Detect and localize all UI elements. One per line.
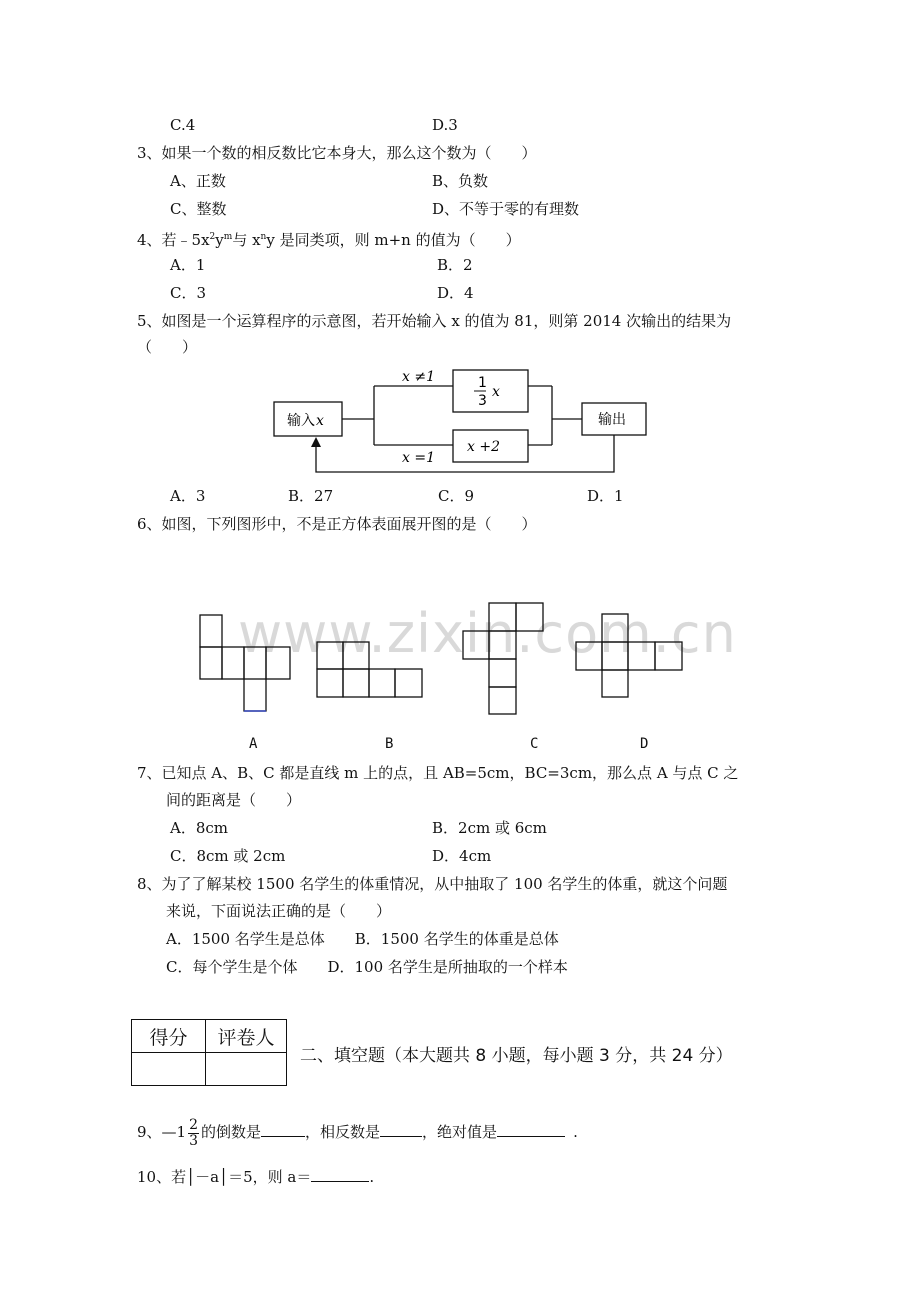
net-cell bbox=[200, 615, 222, 647]
q4-option-a: A．1 bbox=[170, 256, 206, 274]
q3-option-d: D、不等于零的有理数 bbox=[432, 200, 580, 218]
score-header: 得分 bbox=[132, 1020, 206, 1053]
flowchart bbox=[274, 369, 646, 472]
q7-option-b: B．2cm 或 6cm bbox=[432, 819, 547, 837]
net-cell bbox=[576, 642, 602, 670]
net-cell bbox=[343, 642, 369, 669]
op-bottom: x +2 bbox=[467, 439, 500, 455]
q4-stem-part: y bbox=[215, 231, 224, 249]
net-d bbox=[576, 614, 682, 697]
q5-stem-line2: （ ） bbox=[137, 338, 198, 356]
q5-option-b: B．27 bbox=[288, 487, 334, 505]
q8-stem-line1: 8、为了了解某校 1500 名学生的体重情况，从中抽取了 100 名学生的体重，就这个问题 bbox=[137, 875, 728, 893]
q10-blank[interactable] bbox=[311, 1166, 369, 1182]
q5-option-a: A．3 bbox=[170, 487, 206, 505]
net-cell bbox=[516, 603, 543, 631]
cond-bottom: x =1 bbox=[402, 450, 435, 466]
section-heading: 二、填空题（本大题共 8 小题，每小题 3 分，共 24 分） bbox=[300, 1046, 733, 1066]
watermark: www.zixin.com.cn bbox=[238, 602, 737, 665]
q3-stem: 3、如果一个数的相反数比它本身大，那么这个数为（ ） bbox=[137, 144, 537, 162]
net-cell bbox=[463, 631, 489, 659]
q9-part3: ，绝对值是 bbox=[422, 1123, 498, 1141]
q4-stem-part: y 是同类项，则 m+n 的值为（ ） bbox=[266, 231, 521, 249]
q5-option-c: C．9 bbox=[438, 487, 475, 505]
net-b bbox=[317, 642, 422, 697]
input-label: 输入 bbox=[287, 413, 315, 429]
q9-prefix: 9、—1 bbox=[137, 1123, 187, 1141]
q7-stem-line1: 7、已知点 A、B、C 都是直线 m 上的点，且 AB=5cm，BC=3cm，那么点 A 与点 C 之 bbox=[137, 764, 739, 782]
q7-option-a: A．8cm bbox=[170, 819, 229, 837]
net-cell bbox=[200, 647, 222, 679]
q7-option-c: C．8cm 或 2cm bbox=[170, 847, 286, 865]
q3-option-b: B、负数 bbox=[432, 172, 489, 190]
output-label: 输出 bbox=[598, 412, 626, 428]
q4-stem-part: 与 x bbox=[232, 231, 261, 249]
q4-sup: 2 bbox=[209, 232, 216, 242]
q9-blank-opposite[interactable] bbox=[380, 1121, 422, 1137]
q10-end: . bbox=[369, 1168, 375, 1186]
q5-stem-line1: 5、如图是一个运算程序的示意图，若开始输入 x 的值为 81，则第 2014 次输出的结果为 bbox=[137, 312, 732, 330]
q5-option-d: D．1 bbox=[587, 487, 624, 505]
net-cell bbox=[602, 642, 628, 670]
q9-fraction bbox=[188, 1118, 199, 1149]
q9-part2: ，相反数是 bbox=[305, 1123, 381, 1141]
q9 bbox=[137, 1115, 578, 1149]
op-top-den: 3 bbox=[478, 393, 487, 409]
net-cell bbox=[628, 642, 655, 670]
net-cell bbox=[244, 647, 266, 679]
input-var: x bbox=[316, 413, 324, 429]
q4-sup: n bbox=[260, 232, 267, 242]
net-label-d: D bbox=[640, 736, 649, 752]
cond-top: x ≠1 bbox=[402, 369, 435, 385]
q10 bbox=[137, 1166, 374, 1187]
grader-header: 评卷人 bbox=[206, 1020, 287, 1053]
q8-options-cd: C．每个学生是个体 D．100 名学生是所抽取的一个样本 bbox=[166, 958, 568, 976]
net-label-b: B bbox=[385, 736, 394, 752]
net-cell bbox=[395, 669, 422, 697]
net-cell bbox=[489, 603, 516, 631]
q9-blank-absolute[interactable] bbox=[497, 1121, 565, 1137]
net-cell bbox=[489, 631, 516, 659]
net-cell bbox=[317, 669, 343, 697]
net-label-c: C bbox=[530, 736, 539, 752]
q8-stem-line2: 来说，下面说法正确的是（ ） bbox=[166, 902, 392, 920]
q4-sup: m bbox=[223, 232, 233, 242]
net-cell bbox=[317, 642, 343, 669]
op-top-var: x bbox=[492, 384, 500, 400]
q8-options-ab: A．1500 名学生是总体 B．1500 名学生的体重是总体 bbox=[166, 930, 559, 948]
net-cell bbox=[222, 647, 244, 679]
net-c bbox=[463, 603, 543, 714]
op-box-top bbox=[453, 370, 528, 412]
grader-cell[interactable] bbox=[206, 1053, 287, 1086]
q7-option-d: D．4cm bbox=[432, 847, 492, 865]
op-top-num: 1 bbox=[478, 375, 487, 391]
q4-stem-part: 4、若﹣5x bbox=[137, 231, 210, 249]
q9-frac-num: 2 bbox=[189, 1116, 199, 1133]
q2-option-d: D.3 bbox=[432, 116, 458, 134]
net-label-a: A bbox=[249, 736, 258, 752]
net-cell bbox=[489, 687, 516, 714]
q9-part1: 的倒数是 bbox=[201, 1123, 262, 1141]
q6-stem: 6、如图，下列图形中，不是正方体表面展开图的是（ ） bbox=[137, 515, 537, 533]
q9-frac-den: 3 bbox=[189, 1132, 199, 1149]
q4-option-c: C．3 bbox=[170, 284, 207, 302]
net-cell bbox=[655, 642, 682, 670]
q7-stem-line2: 间的距离是（ ） bbox=[166, 791, 302, 809]
q4-option-b: B．2 bbox=[437, 256, 473, 274]
net-cell bbox=[602, 614, 628, 642]
q3-option-c: C、整数 bbox=[170, 200, 227, 218]
net-cell bbox=[602, 670, 628, 697]
net-cell bbox=[369, 669, 395, 697]
net-cell bbox=[489, 659, 516, 687]
q3-option-a: A、正数 bbox=[170, 172, 226, 190]
net-a bbox=[200, 615, 290, 711]
net-cell bbox=[343, 669, 369, 697]
score-cell[interactable] bbox=[132, 1053, 206, 1086]
q2-option-c: C.4 bbox=[170, 116, 196, 134]
q9-end: . bbox=[573, 1123, 578, 1141]
net-cell bbox=[244, 679, 266, 711]
score-table bbox=[131, 1019, 287, 1086]
arrow-head bbox=[311, 437, 321, 447]
q4-option-d: D．4 bbox=[437, 284, 474, 302]
q10-text: 10、若│－a│＝5，则 a＝ bbox=[137, 1168, 312, 1186]
net-cell bbox=[266, 647, 290, 679]
q9-blank-reciprocal[interactable] bbox=[261, 1121, 305, 1137]
